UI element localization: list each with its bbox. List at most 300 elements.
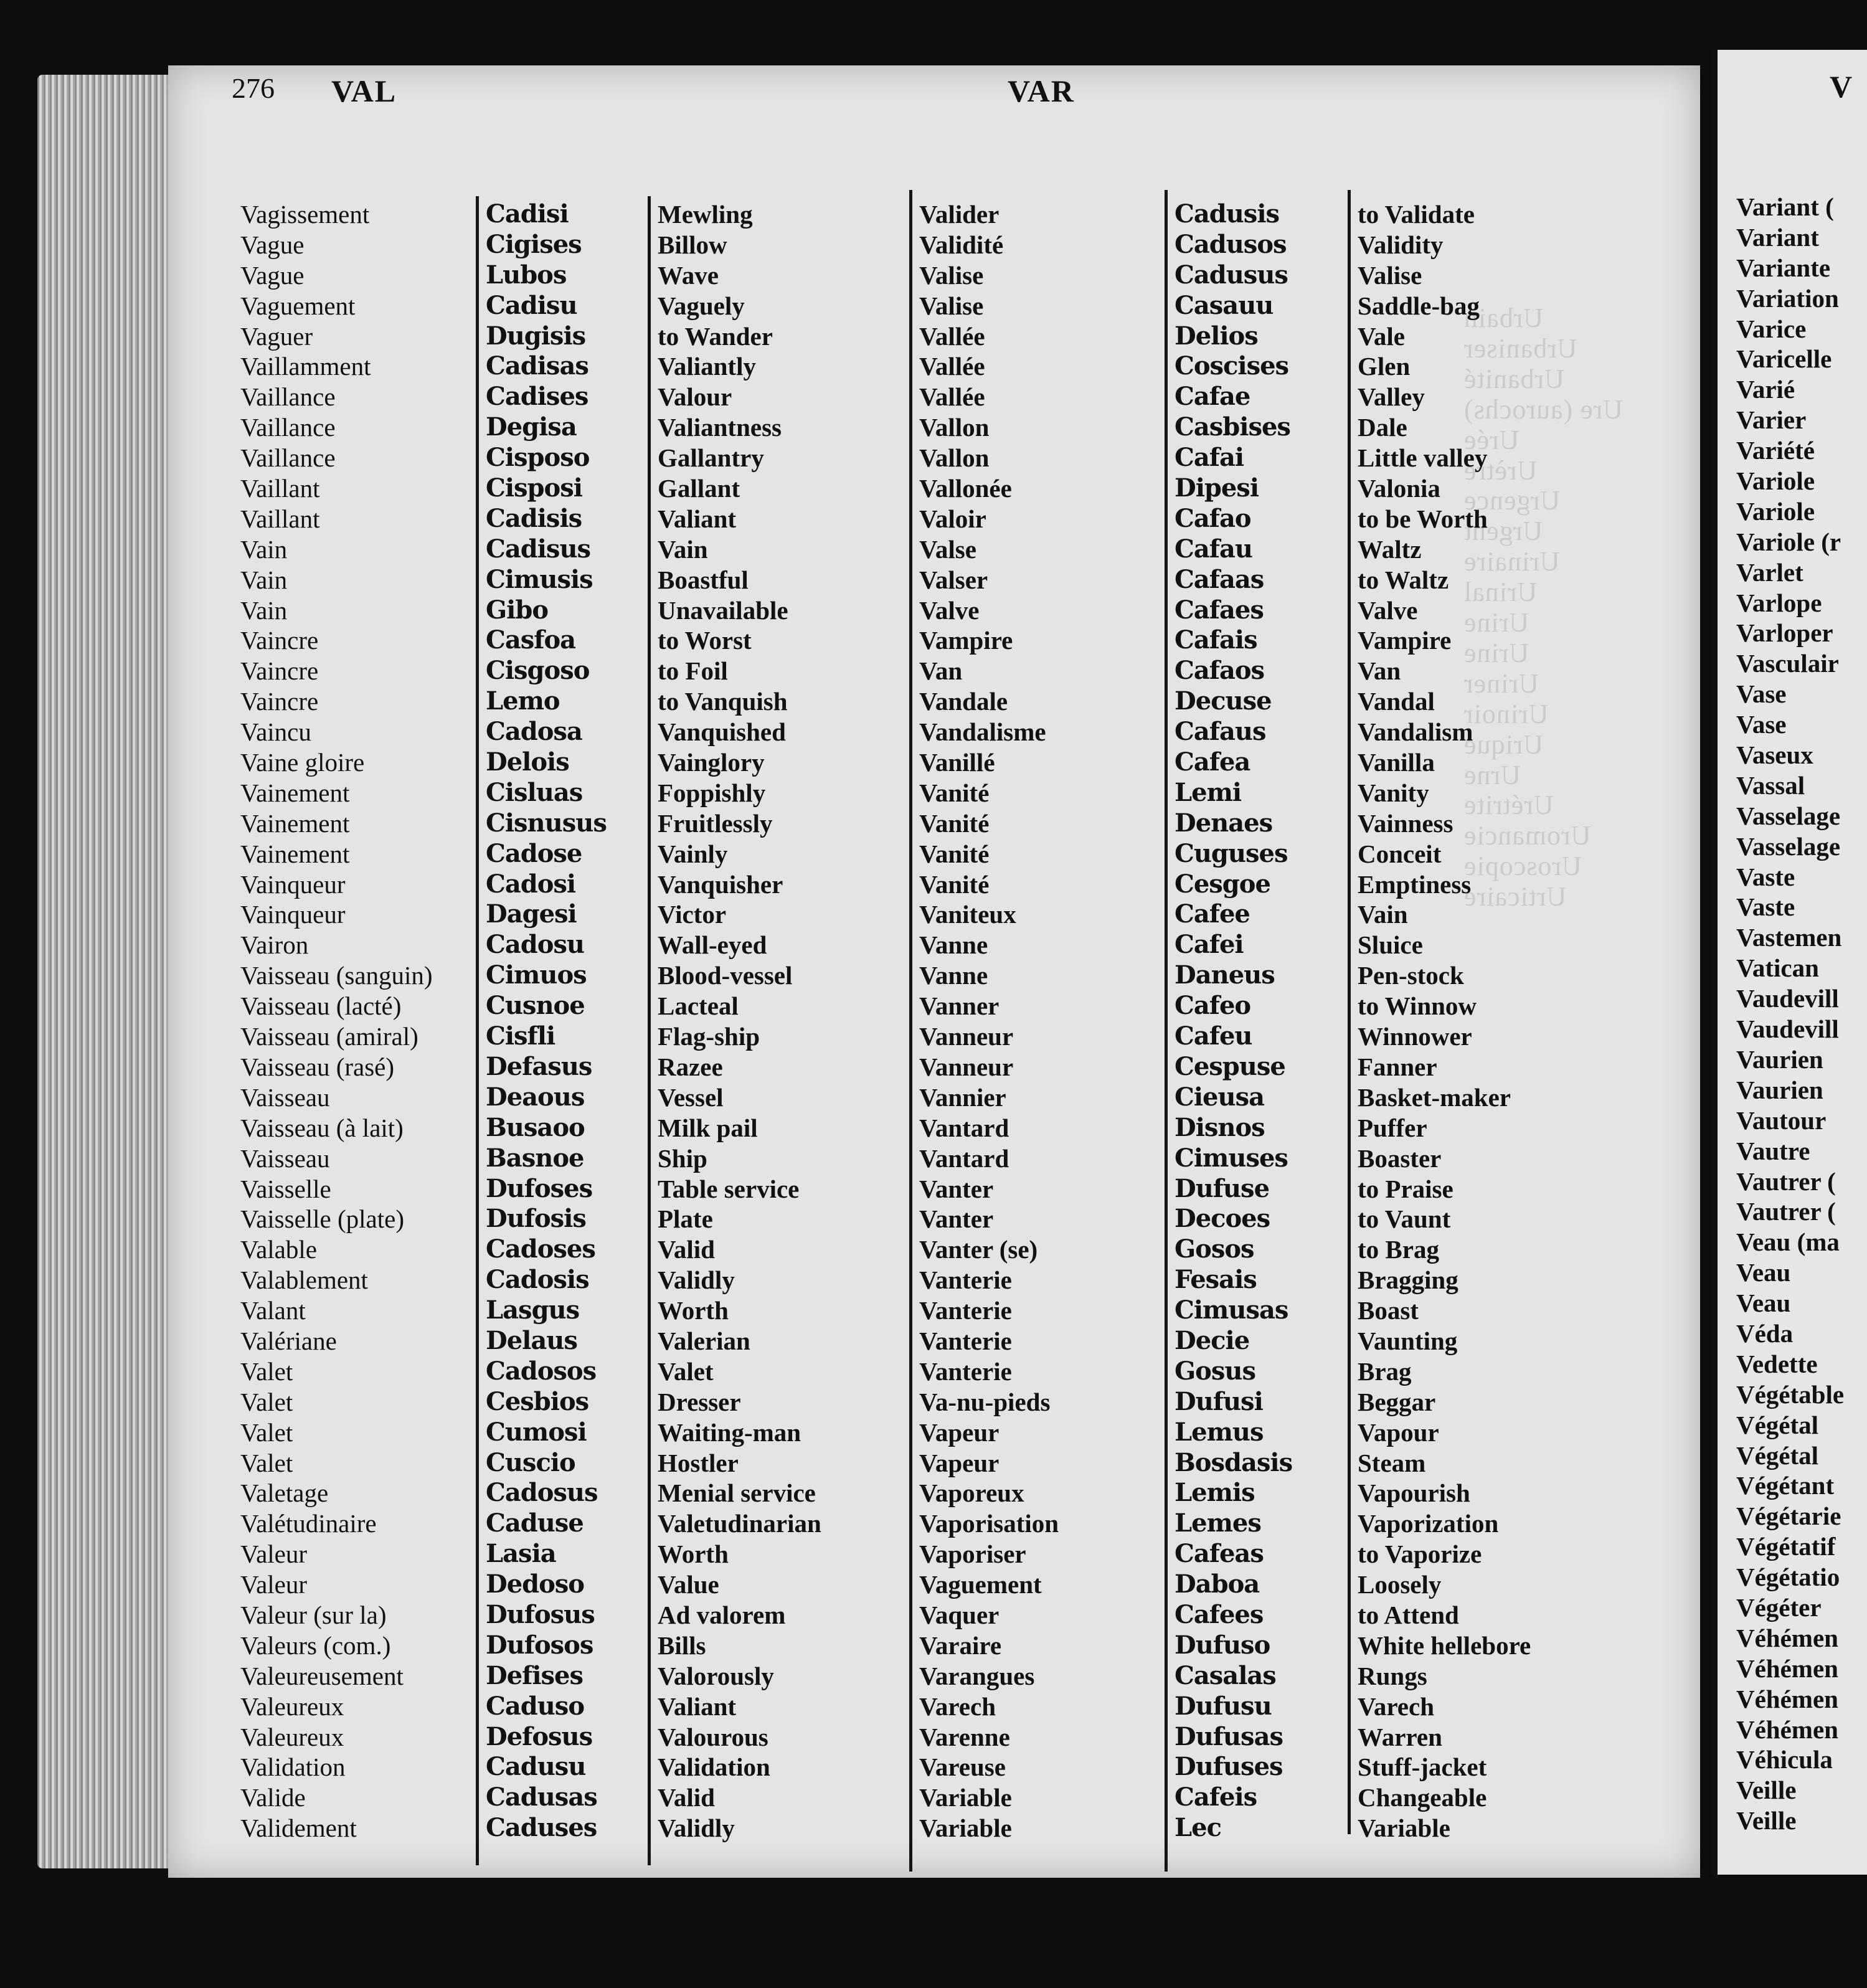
entry-word: Lasia — [486, 1539, 556, 1569]
entry-word: Valet — [240, 1418, 293, 1447]
entry-word: to Foil — [658, 656, 728, 686]
entry-word: Vanterie — [919, 1296, 1012, 1325]
entry-word: to Vaporize — [1358, 1540, 1482, 1569]
entry-word: Vaguely — [658, 291, 745, 320]
entry-word: Variable — [1358, 1814, 1450, 1843]
entry-word: Valise — [1358, 260, 1422, 290]
entry-word: Véhémen — [1736, 1654, 1838, 1683]
entry-word: Beggar — [1358, 1387, 1436, 1416]
entry-word: Varicelle — [1736, 344, 1832, 374]
entry-word: Caduses — [486, 1813, 597, 1843]
entry-word: Waiting-man — [658, 1418, 801, 1447]
entry-word: Lemus — [1175, 1417, 1264, 1447]
entry-word: Vanity — [1358, 778, 1429, 807]
entry-word: Varenne — [919, 1722, 1010, 1751]
entry-word: Degisa — [486, 412, 577, 442]
entry-word: Vanter (se) — [919, 1235, 1038, 1264]
left-page — [168, 65, 1700, 1878]
entry-word: Cisgoso — [486, 656, 590, 686]
entry-word: Bosdasis — [1175, 1447, 1293, 1477]
entry-word: Validity — [1358, 230, 1444, 259]
entry-word: Vallonée — [919, 474, 1012, 503]
entry-word: Vanité — [919, 808, 990, 838]
entry-word: Steam — [1358, 1448, 1426, 1477]
entry-word: Dresser — [658, 1387, 741, 1416]
entry-word: Vanter — [919, 1205, 994, 1234]
entry-word: Vanilla — [1358, 748, 1435, 777]
entry-word: Warren — [1358, 1722, 1442, 1751]
entry-word: Vase — [1736, 710, 1787, 739]
entry-word: Vainglory — [658, 748, 765, 777]
entry-word: Varloper — [1736, 618, 1833, 648]
entry-word: Vainqueur — [240, 900, 346, 929]
entry-word: Variole — [1736, 496, 1815, 526]
entry-word: Dedoso — [486, 1569, 584, 1599]
entry-word: Value — [658, 1570, 719, 1599]
entry-word: Winnower — [1358, 1022, 1472, 1051]
entry-word: Vanité — [919, 869, 990, 899]
entry-word: Vasselage — [1736, 801, 1841, 830]
entry-word: Dipesi — [1175, 473, 1259, 503]
entry-word: Véhémen — [1736, 1623, 1838, 1652]
french-words-column-1 — [240, 199, 433, 1844]
entry-word: Denaes — [1175, 808, 1273, 838]
entry-word: Végétal — [1736, 1441, 1819, 1470]
entry-word: Vaisseau (sanguin) — [240, 961, 433, 990]
entry-word: Razee — [658, 1052, 723, 1081]
entry-word: Varangues — [919, 1661, 1035, 1690]
entry-word: Hostler — [658, 1448, 739, 1477]
entry-word: Vagissement — [240, 200, 370, 229]
entry-word: Vaniteux — [919, 900, 1016, 929]
entry-word: Cigises — [486, 229, 582, 259]
bleed-through-word: Uroscopie — [1463, 851, 1582, 882]
entry-word: Bragging — [1358, 1266, 1458, 1295]
entry-word: Cafeo — [1175, 991, 1251, 1021]
english-words-column-1 — [658, 199, 821, 1844]
entry-word: Veille — [1736, 1776, 1797, 1805]
entry-word: Valiant — [658, 504, 737, 533]
entry-word: Vaisseau (amiral) — [240, 1022, 418, 1051]
entry-word: Valonia — [1358, 474, 1440, 503]
entry-word: Vanneur — [919, 1052, 1014, 1081]
entry-word: Dufosus — [486, 1599, 595, 1629]
entry-word: Blood-vessel — [658, 961, 793, 990]
entry-word: Cimuses — [1175, 1143, 1288, 1173]
entry-word: Lec — [1175, 1813, 1221, 1843]
entry-word: Vassal — [1736, 770, 1805, 800]
entry-word: Valve — [1358, 595, 1418, 625]
entry-word: Cuscio — [486, 1447, 575, 1477]
entry-word: Vanité — [919, 839, 990, 868]
entry-word: Dagesi — [486, 899, 577, 929]
entry-word: Worth — [658, 1296, 729, 1325]
entry-word: White hellebore — [1358, 1631, 1531, 1660]
entry-word: Vainly — [658, 839, 728, 868]
entry-word: Cadisus — [486, 534, 591, 564]
entry-word: Dugisis — [486, 321, 586, 351]
entry-word: Menial service — [658, 1479, 816, 1508]
entry-word: Cadisi — [486, 199, 569, 229]
entry-word: Vaporization — [1358, 1509, 1499, 1538]
entry-word: Vaisseau (lacté) — [240, 992, 402, 1021]
entry-word: Va-nu-pieds — [919, 1387, 1051, 1416]
entry-word: Vaporiser — [919, 1540, 1026, 1569]
entry-word: Vapeur — [919, 1418, 1000, 1447]
entry-word: Table service — [658, 1174, 800, 1203]
entry-word: to Vaunt — [1358, 1205, 1451, 1234]
entry-word: Variété — [1736, 436, 1815, 465]
entry-word: Cisluas — [486, 777, 583, 807]
entry-word: Gallantry — [658, 443, 764, 473]
entry-word: Véhémen — [1736, 1715, 1838, 1744]
entry-word: Lemis — [1175, 1478, 1255, 1508]
entry-word: Cafeis — [1175, 1782, 1257, 1812]
entry-word: Vaillance — [240, 443, 336, 473]
entry-word: Valise — [919, 260, 984, 290]
entry-word: Daneus — [1175, 960, 1275, 990]
entry-word: Vaincre — [240, 626, 319, 655]
entry-word: Vanterie — [919, 1266, 1012, 1295]
entry-word: Foppishly — [658, 778, 766, 807]
entry-word: Varlet — [1736, 557, 1803, 587]
entry-word: Veau — [1736, 1289, 1791, 1318]
entry-word: Valiant — [658, 1692, 737, 1721]
entry-word: Variable — [919, 1783, 1012, 1812]
entry-word: Végétal — [1736, 1410, 1819, 1439]
entry-word: Vautre — [1736, 1136, 1810, 1165]
entry-word: Valse — [919, 534, 976, 564]
entry-word: Valable — [240, 1235, 317, 1264]
bleed-through-word: Urbanité — [1463, 363, 1564, 394]
left-running-head: VAL — [331, 73, 397, 108]
entry-word: Lasgus — [486, 1295, 580, 1325]
entry-word: Validité — [919, 230, 1004, 259]
entry-word: to Brag — [1358, 1235, 1439, 1264]
entry-word: Varié — [1736, 375, 1795, 404]
entry-word: Unavailable — [658, 595, 788, 625]
entry-word: Cafaes — [1175, 595, 1264, 625]
next-page-sliver — [1711, 50, 1867, 1875]
entry-word: Changeable — [1358, 1783, 1487, 1812]
entry-word: Vandalism — [1358, 717, 1473, 747]
entry-word: Vale — [1358, 321, 1405, 351]
bleed-through-word: Urique — [1463, 729, 1544, 760]
entry-word: Valeur — [240, 1540, 308, 1569]
entry-word: Cafau — [1175, 534, 1252, 564]
entry-word: Deaous — [486, 1082, 585, 1112]
entry-word: Vanquished — [658, 717, 786, 747]
entry-word: Cadusu — [486, 1752, 586, 1782]
entry-word: Vastemen — [1736, 923, 1842, 952]
bleed-through-word: Urine — [1463, 637, 1529, 668]
entry-word: to be Worth — [1358, 504, 1488, 533]
entry-word: Valise — [919, 291, 984, 320]
entry-word: Dufoses — [486, 1173, 593, 1203]
entry-word: Vain — [240, 565, 288, 594]
entry-word: Valetudinarian — [658, 1509, 821, 1538]
entry-word: Cadosu — [486, 930, 585, 960]
entry-word: Lemo — [486, 686, 560, 716]
entry-word: Decie — [1175, 1325, 1250, 1355]
entry-word: Dufusas — [1175, 1721, 1283, 1751]
entry-word: Cisposo — [486, 443, 590, 473]
entry-word: Cafeu — [1175, 1021, 1252, 1051]
entry-word: Variole (r — [1736, 527, 1841, 556]
entry-word: Conceit — [1358, 839, 1442, 868]
entry-word: Vedette — [1736, 1349, 1818, 1378]
entry-word: Vallée — [919, 382, 985, 412]
entry-word: to Vanquish — [658, 687, 788, 716]
entry-word: Worth — [658, 1540, 729, 1569]
entry-word: Wave — [658, 260, 719, 290]
entry-word: Cadosi — [486, 869, 576, 899]
entry-word: Cafaus — [1175, 717, 1266, 747]
entry-word: Casbises — [1175, 412, 1290, 442]
column-rule — [1348, 190, 1351, 1834]
entry-word: Cafees — [1175, 1599, 1264, 1629]
entry-word: Végétatif — [1736, 1532, 1836, 1561]
entry-word: Vallée — [919, 321, 985, 351]
entry-word: Dufusi — [1175, 1386, 1263, 1416]
english-words-column-2 — [1358, 199, 1531, 1844]
entry-word: Cafei — [1175, 930, 1244, 960]
entry-word: Cespuse — [1175, 1051, 1285, 1081]
entry-word: Delios — [1175, 321, 1258, 351]
entry-word: Vaillant — [240, 474, 320, 503]
entry-word: Valoir — [919, 504, 986, 533]
entry-word: Végéter — [1736, 1593, 1822, 1622]
entry-word: Végétant — [1736, 1471, 1835, 1500]
entry-word: Loosely — [1358, 1570, 1442, 1599]
entry-word: Cimusas — [1175, 1295, 1288, 1325]
entry-word: Varech — [1358, 1692, 1434, 1721]
entry-word: Cadosus — [486, 1478, 598, 1508]
entry-word: Vaine gloire — [240, 748, 365, 777]
entry-word: Van — [919, 656, 963, 686]
entry-word: Varice — [1736, 314, 1807, 343]
entry-word: Vaurien — [1736, 1075, 1823, 1104]
entry-word: Cadusus — [1175, 260, 1288, 290]
entry-word: Valley — [1358, 382, 1425, 412]
entry-word: Vallée — [919, 352, 985, 381]
entry-word: Rungs — [1358, 1661, 1427, 1690]
entry-word: Vanquisher — [658, 869, 783, 899]
entry-word: Vautour — [1736, 1105, 1827, 1135]
entry-word: Vainement — [240, 808, 350, 838]
entry-word: to Attend — [1358, 1600, 1459, 1629]
entry-word: Vaudevill — [1736, 1015, 1839, 1044]
bleed-through-word: Urne — [1463, 759, 1521, 790]
entry-word: Brag — [1358, 1356, 1412, 1386]
entry-word: Vanner — [919, 992, 1000, 1021]
entry-word: Casfoa — [486, 625, 576, 655]
entry-word: Fesais — [1175, 1265, 1257, 1295]
entry-word: Vaurien — [1736, 1044, 1823, 1074]
entry-word: Defises — [486, 1660, 584, 1690]
bleed-through-word: Urétrite — [1463, 790, 1554, 821]
code-words-column-2 — [1175, 199, 1292, 1844]
entry-word: Disnos — [1175, 1112, 1265, 1142]
entry-word: Cisfli — [486, 1021, 555, 1051]
entry-word: Basket-maker — [1358, 1082, 1511, 1112]
entry-word: Cimuos — [486, 960, 587, 990]
next-page-running-head: V — [1830, 69, 1854, 104]
entry-word: Vaste — [1736, 862, 1795, 891]
entry-word: Valerian — [658, 1326, 750, 1355]
entry-word: Vautrer ( — [1736, 1197, 1836, 1226]
entry-word: Vaste — [1736, 892, 1795, 922]
entry-word: Gibo — [486, 595, 549, 625]
entry-word: Vainement — [240, 839, 350, 868]
bleed-through-word: Urbaniser — [1463, 333, 1577, 364]
entry-word: Variole — [1736, 466, 1815, 496]
entry-word: Valet — [240, 1448, 293, 1477]
entry-word: Vanterie — [919, 1356, 1012, 1386]
entry-word: Casalas — [1175, 1660, 1276, 1690]
entry-word: Waltz — [1358, 534, 1422, 564]
entry-word: Cadose — [486, 838, 582, 868]
column-rule — [909, 190, 912, 1872]
entry-word: Varech — [919, 1692, 996, 1721]
entry-word: Cafae — [1175, 382, 1250, 412]
entry-word: Variant ( — [1736, 192, 1834, 221]
entry-word: Vaisselle — [240, 1174, 331, 1203]
entry-word: Defasus — [486, 1051, 592, 1081]
french-words-column-2 — [919, 199, 1059, 1844]
entry-word: Cafai — [1175, 443, 1244, 473]
code-words-column-1 — [486, 199, 607, 1844]
entry-word: Vainness — [1358, 808, 1453, 838]
entry-word: Saddle-bag — [1358, 291, 1480, 320]
entry-word: Puffer — [1358, 1113, 1427, 1142]
entry-word: Dufuses — [1175, 1752, 1283, 1782]
entry-word: Little valley — [1358, 443, 1488, 473]
entry-word: Billow — [658, 230, 727, 259]
entry-word: Variable — [919, 1814, 1012, 1843]
entry-word: Cumosi — [486, 1417, 587, 1447]
entry-word: Plate — [658, 1205, 713, 1234]
entry-word: to Worst — [658, 626, 752, 655]
bleed-through-word: Urticaire — [1463, 881, 1567, 912]
entry-word: Vanité — [919, 778, 990, 807]
entry-word: Valablement — [240, 1266, 368, 1295]
entry-word: Veau — [1736, 1258, 1791, 1287]
entry-word: Emptiness — [1358, 869, 1472, 899]
entry-word: Variante — [1736, 253, 1831, 282]
entry-word: Ad valorem — [658, 1600, 786, 1629]
entry-word: Vanter — [919, 1174, 994, 1203]
entry-word: Cadisas — [486, 351, 588, 381]
entry-word: Valourous — [658, 1722, 768, 1751]
entry-word: Bills — [658, 1631, 706, 1660]
bleed-through-word: Urgence — [1463, 485, 1561, 516]
entry-word: Valet — [240, 1356, 293, 1386]
entry-word: Defosus — [486, 1721, 593, 1751]
entry-word: Cafaas — [1175, 564, 1264, 594]
entry-word: Gosos — [1175, 1234, 1254, 1264]
column-rule — [648, 196, 651, 1865]
entry-word: Vaguer — [240, 321, 313, 351]
entry-word: Valve — [919, 595, 980, 625]
entry-word: Végétatio — [1736, 1563, 1840, 1592]
entry-word: Vaguement — [919, 1570, 1042, 1599]
entry-word: Vaincre — [240, 687, 319, 716]
entry-word: Vaisseau — [240, 1143, 330, 1173]
entry-word: Valeur — [240, 1570, 308, 1599]
entry-word: Gallant — [658, 474, 740, 503]
entry-word: Valeur (sur la) — [240, 1600, 387, 1629]
entry-word: Busaoo — [486, 1112, 585, 1142]
entry-word: Vapour — [1358, 1418, 1439, 1447]
entry-word: Cadoses — [486, 1234, 595, 1264]
entry-word: Boast — [1358, 1296, 1419, 1325]
entry-word: Valeureusement — [240, 1661, 404, 1690]
entry-word: Cesgoe — [1175, 869, 1270, 899]
entry-word: Boastful — [658, 565, 749, 594]
entry-word: Vaguement — [240, 291, 356, 320]
entry-word: Varlope — [1736, 588, 1822, 617]
entry-word: Sluice — [1358, 930, 1423, 960]
entry-word: Vaporeux — [919, 1479, 1024, 1508]
entry-word: Vallon — [919, 413, 990, 442]
entry-word: Delaus — [486, 1325, 577, 1355]
entry-word: Veau (ma — [1736, 1228, 1840, 1257]
entry-word: Cafee — [1175, 899, 1250, 929]
entry-word: Boaster — [1358, 1143, 1442, 1173]
entry-word: Vandal — [1358, 687, 1435, 716]
entry-word: to Validate — [1358, 200, 1475, 229]
entry-word: Vampire — [919, 626, 1013, 655]
entry-word: Véhicula — [1736, 1745, 1833, 1774]
entry-word: Gosus — [1175, 1356, 1255, 1386]
entry-word: Dufuse — [1175, 1173, 1270, 1203]
entry-word: Valeureux — [240, 1722, 344, 1751]
bleed-through-word: Uriner — [1463, 668, 1539, 699]
entry-word: Lemes — [1175, 1508, 1261, 1538]
entry-word: Vanillé — [919, 748, 995, 777]
entry-word: Valour — [658, 382, 732, 412]
entry-word: Vallon — [919, 443, 990, 473]
entry-word: Wall-eyed — [658, 930, 767, 960]
entry-word: Vanterie — [919, 1326, 1012, 1355]
entry-word: Caduso — [486, 1691, 585, 1721]
center-running-head: VAR — [1008, 73, 1075, 108]
bleed-through-word: Urètre — [1463, 455, 1538, 486]
entry-word: Validly — [658, 1266, 735, 1295]
entry-word: Cadusas — [486, 1782, 597, 1812]
entry-word: Cadosos — [486, 1356, 597, 1386]
entry-word: Valétudinaire — [240, 1509, 377, 1538]
entry-word: Valeureux — [240, 1692, 344, 1721]
entry-word: Cesbios — [486, 1386, 589, 1416]
entry-word: Valiantness — [658, 413, 782, 442]
entry-word: Pen-stock — [1358, 961, 1464, 990]
entry-word: Valeurs (com.) — [240, 1631, 391, 1660]
entry-word: Vasculair — [1736, 649, 1839, 678]
entry-word: Vaisseau — [240, 1082, 330, 1112]
entry-word: Vaunting — [1358, 1326, 1458, 1355]
entry-word: Ship — [658, 1143, 707, 1173]
entry-word: Valid — [658, 1235, 715, 1264]
entry-word: Mewling — [658, 200, 753, 229]
page-number: 276 — [232, 72, 275, 104]
entry-word: Cafea — [1175, 747, 1250, 777]
entry-word: Valiantly — [658, 352, 756, 381]
entry-word: Varier — [1736, 405, 1807, 435]
entry-word: Cisposi — [486, 473, 582, 503]
entry-word: to Winnow — [1358, 992, 1477, 1021]
